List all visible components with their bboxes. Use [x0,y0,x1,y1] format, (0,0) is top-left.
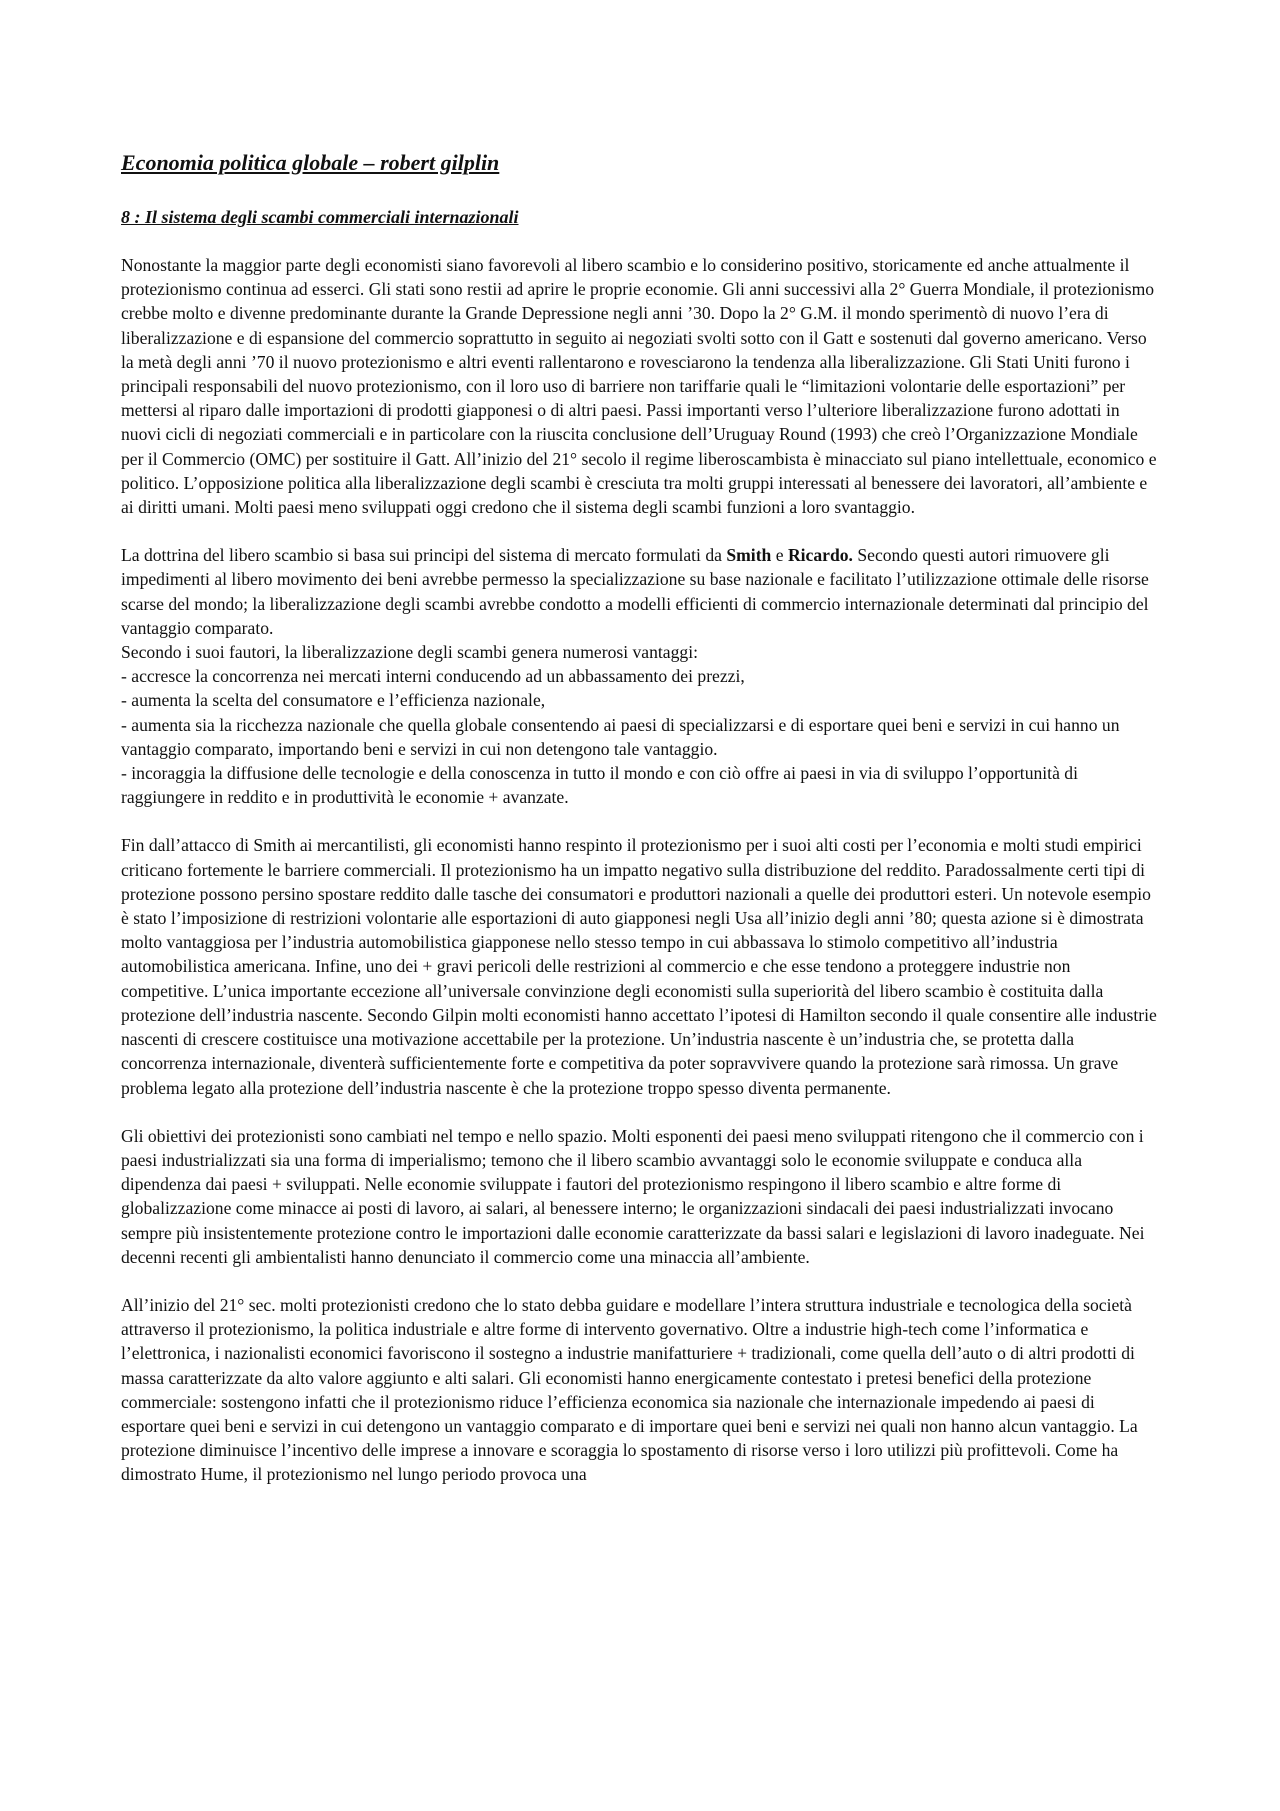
document-title: Economia politica globale – robert gilplin [121,150,500,175]
chapter-title: 8 : Il sistema degli scambi commerciali internazionali [121,207,519,227]
advantage-item: - accresce la concorrenza nei mercati interni conducendo ad un abbassamento dei prezzi, [121,666,745,687]
paragraph-intro [121,253,1161,519]
advantage-item: - aumenta sia la ricchezza nazionale che quella globale consentendo ai paesi di specializzarsi e di esportare quei beni e servizi in cui hanno un vantaggio comparato, importando beni e servizi in cui non detengono tale vantaggio. [121,714,1120,759]
author-ricardo: Ricardo. [787,545,853,566]
paragraph-protectionist-goals [121,1124,1161,1269]
advantage-item: - aumenta la scelta del consumatore e l’efficienza nazionale, [121,690,546,711]
paragraph-free-trade-doctrine [121,543,1161,809]
author-connector: e [771,545,788,566]
paragraph-4-text: Gli obiettivi dei protezionisti sono cambiati nel tempo e nello spazio. Molti esponenti dei paesi meno sviluppati ritengono che il commercio con i paesi industrializzati sia una forma di imperialismo; temono che il libero scambio avvantaggi solo le economie sviluppate e conduca alla dipendenza dai paesi + sviluppati. Nelle economie sviluppate i fautori del protezionismo respingono il libero scambio e altre forme di globalizzazione come minacce ai posti di lavoro, ai salari, al benessere interno; le organizzazioni sindacali dei paesi industrializzati invocano sempre più insistentemente protezione contro le importazioni dalle economie caratterizzate da bassi salari e legislazioni di lavoro inadeguate. Nei decenni recenti gli ambientalisti hanno denunciato il commercio come una minaccia all’ambiente. [121,1125,1145,1267]
paragraph-protectionism-costs [121,833,1161,1099]
paragraph-2-text [121,543,1161,640]
paragraph-2-intro: La dottrina del libero scambio si basa sui principi del sistema di mercato formulati da [121,545,727,566]
paragraph-2-continuation: Secondo questi autori rimuovere gli impedimenti al libero movimento dei beni avrebbe permesso la specializzazione su base nazionale e facilitato l’utilizzazione ottimale delle risorse scarse del mondo; la liberalizzazione degli scambi avrebbe condotto a modelli efficienti di commercio internazionale determinati dal principio del vantaggio comparato. [121,545,1149,638]
paragraph-5-text: All’inizio del 21° sec. molti protezionisti credono che lo stato debba guidare e modellare l’intera struttura industriale e tecnologica della società attraverso il protezionismo, la politica industriale e altre forme di intervento governativo. Oltre a industrie high-tech come l’informatica e l’elettronica, i nazionalisti economici favoriscono il sostegno a industrie manifatturiere + tradizionali, come quella dell’auto o di altri prodotti di massa caratterizzate da alto valore aggiunto e alti salari. Gli economisti hanno energicamente contestato i pretesi benefici della protezione commerciale: sostengono infatti che il protezionismo riduce l’efficienza economica sia nazionale che internazionale impedendo ai paesi di esportare quei beni e servizi in cui detengono un vantaggio comparato e di importare quei beni e servizi nei quali non hanno alcun vantaggio. La protezione diminuisce l’incentivo delle imprese a innovare e scoraggia lo spostamento di risorse verso i loro utilizzi più profittevoli. Come ha dimostrato Hume, il protezionismo nel lungo periodo provoca una [121,1294,1138,1485]
document-page [121,150,1161,1511]
paragraph-3-text: Fin dall’attacco di Smith ai mercantilisti, gli economisti hanno respinto il protezionismo per i suoi alti costi per l’economia e molti studi empirici criticano fortemente le barriere commerciali. Il protezionismo ha un impatto negativo sulla distribuzione del reddito. Paradossalmente certi tipi di protezione possono persino spostare reddito dalle tasche dei consumatori e produttori nazionali a quelle dei produttori esteri. Un notevole esempio è stato l’imposizione di restrizioni volontarie alle esportazioni di auto giapponesi negli Usa all’inizio degli anni ’80; questa azione si è dimostrata molto vantaggiosa per l’industria automobilistica giapponese nello stesso tempo in cui abbassava lo stimolo competitivo all’industria automobilistica americana. Infine, uno dei + gravi pericoli delle restrizioni al commercio e che esse tendono a proteggere industrie non competitive. L’unica importante eccezione all’universale convinzione degli economisti sulla superiorità del libero scambio è costituita dalla protezione dell’industria nascente. Secondo Gilpin molti economisti hanno accettato l’ipotesi di Hamilton secondo il quale consentire alle industrie nascenti di crescere costituisce una motivazione accettabile per la protezione. Un’industria nascente è un’industria che, se protetta dalla concorrenza internazionale, diventerà sufficientemente forte e competitiva da poter sopravvivere quando la protezione sarà rimossa. Un grave problema legato alla protezione dell’industria nascente è che la protezione troppo spesso diventa permanente. [121,835,1157,1098]
advantage-item: - incoraggia la diffusione delle tecnologie e della conoscenza in tutto il mondo e con ciò offre ai paesi in via di sviluppo l’opportunità di raggiungere in reddito e in produttività le economie + avanzate. [121,763,1078,808]
paragraph-21st-century [121,1293,1161,1487]
advantages-list-intro: Secondo i suoi fautori, la liberalizzazione degli scambi genera numerosi vantaggi: [121,642,698,663]
paragraph-1-text: Nonostante la maggior parte degli economisti siano favorevoli al libero scambio e lo considerino positivo, storicamente ed anche attualmente il protezionismo continua ad esserci. Gli stati sono restii ad aprire le proprie economie. Gli anni successivi alla 2° Guerra Mondiale, il protezionismo crebbe molto e divenne predominante durante la Grande Depressione negli anni ’30. Dopo la 2° G.M. il mondo sperimentò di nuovo l’era di liberalizzazione e di espansione del commercio soprattutto in seguito ai negoziati svolti sotto con il Gatt e sostenuti dal governo americano. Verso la metà degli anni ’70 il nuovo protezionismo e altri eventi rallentarono e rovesciarono la tendenza alla liberalizzazione. Gli Stati Uniti furono i principali responsabili del nuovo protezionismo, con il loro uso di barriere non tariffarie quali le “limitazioni volontarie delle esportazioni” per mettersi al riparo dalle importazioni di prodotti giapponesi o di altri paesi. Passi importanti verso l’ulteriore liberalizzazione furono adottati in nuovi cicli di negoziati commerciali e in particolare con la riuscita conclusione dell’Uruguay Round (1993) che creò l’Organizzazione Mondiale per il Commercio (OMC) per sostituire il Gatt. All’inizio del 21° secolo il regime liberoscambista è minacciato sul piano intellettuale, economico e politico. L’opposizione politica alla liberalizzazione degli scambi è cresciuta tra molti gruppi interessati al benessere dei lavoratori, all’ambiente e ai diritti umani. Molti paesi meno sviluppati oggi credono che il sistema degli scambi funzioni a loro svantaggio. [121,255,1157,518]
author-smith: Smith [726,545,772,566]
